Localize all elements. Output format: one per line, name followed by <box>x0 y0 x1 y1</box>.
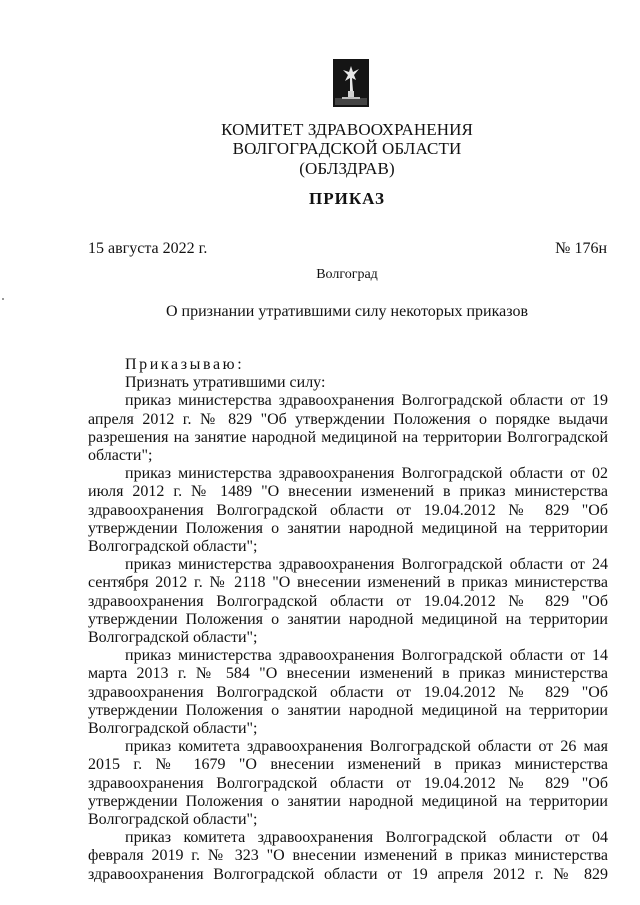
document-subject: О признании утратившими силу некоторых приказов <box>165 303 529 320</box>
revoked-order-2: приказ министерства здравоохранения Волгоградской области от 02 июля 2012 г. № 1489 "О внесении изменений в приказ министерства здравоохранения Волгоградской области от 19.04.2012 № 829 "Об утверждении Положения о занятии народной медициной на территории Волгоградской области"; <box>88 465 608 556</box>
org-name-line1: КОМИТЕТ ЗДРАВООХРАНЕНИЯ <box>221 120 473 139</box>
document-date: 15 августа 2022 г. <box>88 240 208 257</box>
document-body <box>88 356 608 884</box>
org-name-abbrev: (ОБЛЗДРАВ) <box>299 159 395 178</box>
document-type: ПРИКАЗ <box>309 189 385 208</box>
order-statement: Признать утратившими силу: <box>125 374 326 392</box>
org-name-line2: ВОЛГОГРАДСКОЙ ОБЛАСТИ <box>232 139 462 158</box>
revoked-order-4: приказ министерства здравоохранения Волгоградской области от 14 марта 2013 г. № 584 "О внесении изменений в приказ министерства здравоохранения Волгоградской области от 19.04.2012 № 829 "Об утверждении Положения о занятии народной медициной на территории Волгоградской области"; <box>88 647 608 738</box>
document-city: Волгоград <box>316 267 378 282</box>
scan-mark <box>2 298 4 300</box>
revoked-order-5: приказ комитета здравоохранения Волгоградской области от 26 мая 2015 г. № 1679 "О внесении изменений в приказ министерства здравоохранения Волгоградской области от 19.04.2012 № 829 "Об утверждении Положения о занятии народной медициной на территории Волгоградской области"; <box>88 738 608 829</box>
revoked-order-1: приказ министерства здравоохранения Волгоградской области от 19 апреля 2012 г. № 829 "Об утверждении Положения о порядке выдачи разрешения на занятие народной медициной на территории Волгоградской области"; <box>88 392 608 465</box>
volgograd-coat-of-arms-icon <box>332 58 370 108</box>
revoked-order-3: приказ министерства здравоохранения Волгоградской области от 24 сентября 2012 г. № 2118 "О внесении изменений в приказ министерства здравоохранения Волгоградской области от 19.04.2012 № 829 "Об утверждении Положения о занятии народной медициной на территории Волгоградской области"; <box>88 556 608 647</box>
order-preamble: Приказываю: <box>125 356 245 373</box>
revoked-order-6: приказ комитета здравоохранения Волгоградской области от 04 февраля 2019 г. № 323 "О внесении изменений в приказ министерства здравоохранения Волгоградской области от 19 апреля 2012 г. № 829 <box>88 829 608 883</box>
document-number: № 176н <box>555 240 607 257</box>
